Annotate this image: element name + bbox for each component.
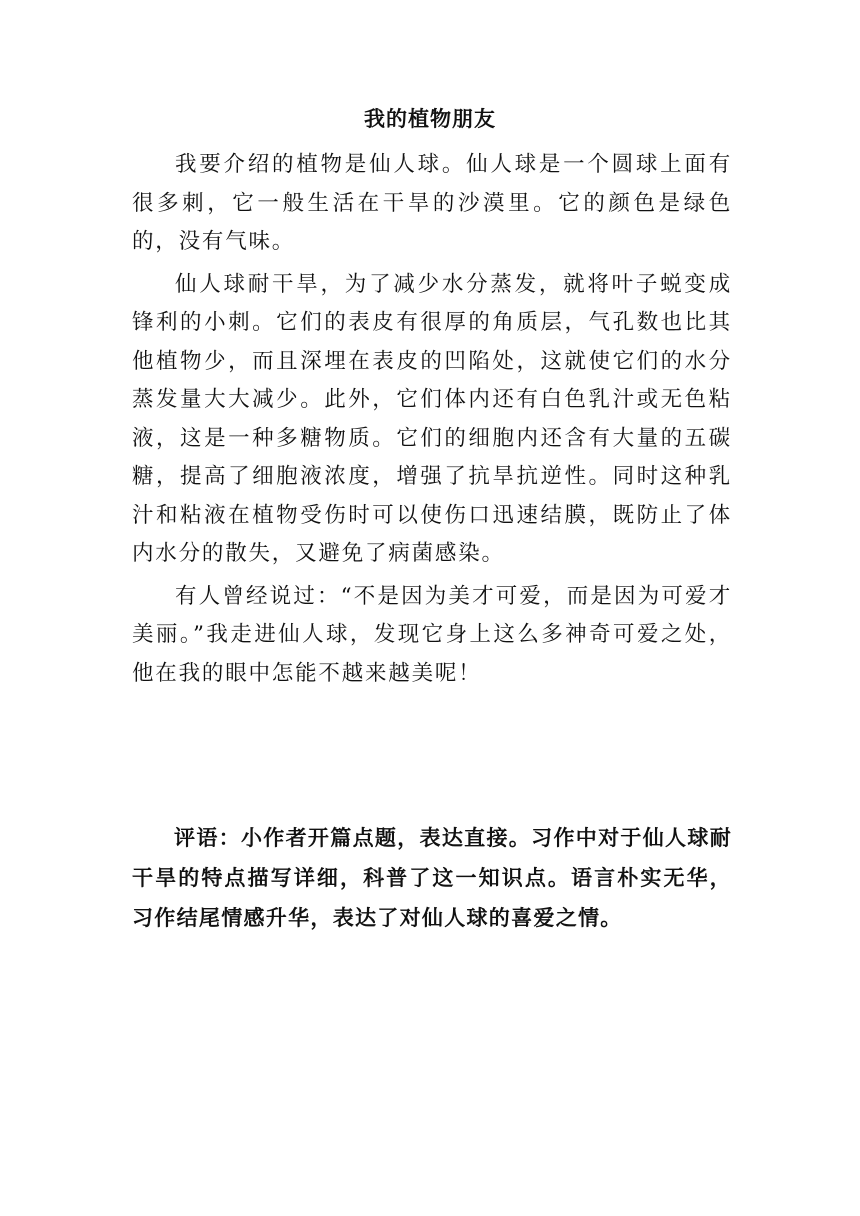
essay-title: 我的植物朋友	[364, 107, 496, 131]
essay-paragraph-2: 仙人球耐干旱，为了减少水分蒸发，就将叶子蜕变成锋利的小刺。它们的表皮有很厚的角质层，气孔数也比其他植物少，而且深埋在表皮的凹陷处，这就使它们的水分蒸发量大大减少。此外，它们体内还有白色乳汁或无色粘液，这是一种多糖物质。它们的细胞内还含有大量的五碳糖，提高了细胞液浓度，增强了抗旱抗逆性。同时这种乳汁和粘液在植物受伤时可以使伤口迅速结膜，既防止了体内水分的散失，又避免了病菌感染。	[132, 271, 732, 566]
essay-paragraph-3: 有人曾经说过：“不是因为美才可爱，而是因为可爱才美丽。”我走进仙人球，发现它身上这么多神奇可爱之处，他在我的眼中怎能不越来越美呢！	[132, 583, 732, 686]
teacher-comment: 评语：小作者开篇点题，表达直接。习作中对于仙人球耐干旱的特点描写详细，科普了这一知识点。语言朴实无华，习作结尾情感升华，表达了对仙人球的喜爱之情。	[132, 826, 732, 930]
essay-body	[132, 146, 732, 697]
essay-paragraph-1: 我要介绍的植物是仙人球。仙人球是一个圆球上面有很多刺，它一般生活在干旱的沙漠里。它的颜色是绿色的，没有气味。	[132, 152, 732, 254]
